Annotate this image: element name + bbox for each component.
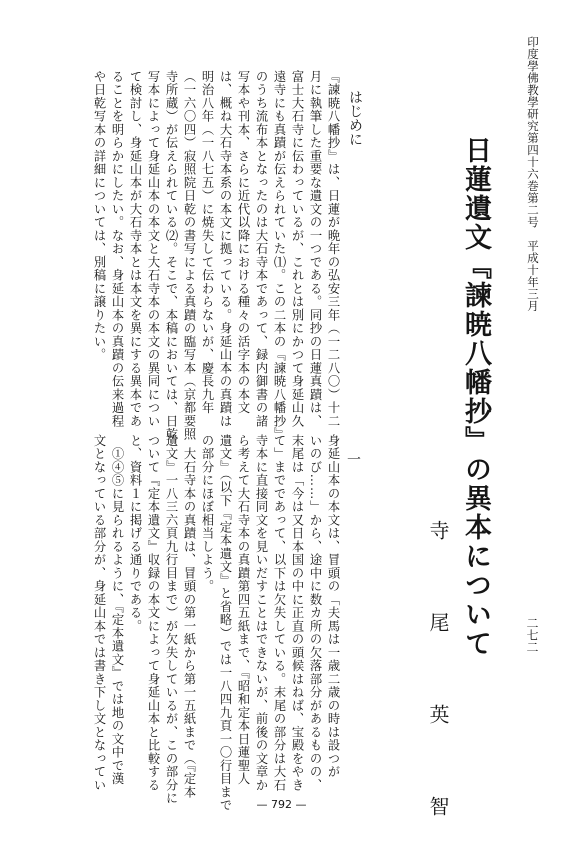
- section1-line: 大石寺本の真蹟は、冒頭の第一紙から第一五紙まで（『定本: [182, 434, 196, 799]
- journal-header: 印度學佛教學研究第四十六巻第二号 平成十年三月: [526, 36, 540, 312]
- section1-line: 身延山本の本文は、冒頭の「夫馬は一歳二歳の時は設つが: [326, 434, 340, 779]
- intro-line: 遠寺にも真蹟が伝えられていた⑴。この二本の『諫暁八幡抄』: [272, 70, 286, 441]
- section1-line: 寺本に直接同文を見いだすことはできないが、前後の文章か: [254, 434, 268, 792]
- section1-line: 遺文』（以下『定本遺文』と省略）では一八四九頁一〇行目まで: [218, 434, 232, 813]
- page-number-kanji: 二七二: [525, 617, 539, 653]
- author-name: 寺 尾 英 智: [426, 520, 450, 842]
- intro-line: 月に執筆した重要な遺文の一つである。同抄の日蓮真蹟は、: [308, 70, 322, 428]
- intro-line: は、概ね大石寺本系の本文に拠っている。身延山本の真蹟は: [218, 70, 232, 428]
- intro-line: て検討し、身延山本が大石寺本とは本文を異にする異本であ: [128, 70, 142, 428]
- section1-line: ついて『定本遺文』収録の本文によって身延山本と比較する: [146, 434, 160, 792]
- intro-line: 富士大石寺に伝わっているが、これとは別にかつて身延山久: [290, 70, 304, 428]
- section1-line: ら考えて大石寺本の真蹟第四五紙まで、『昭和定本日蓮聖人: [236, 434, 250, 786]
- section1-line: 遺文』一八三六頁九行目まで）が欠失しているが、この部分に: [164, 434, 178, 805]
- section-heading-intro: はじめに: [347, 90, 363, 146]
- section1-line: いのび……」から、途中に数カ所の欠落部分があるものの、: [308, 434, 322, 792]
- intro-line: 寺所蔵）が伝えられている⑵。そこで、本稿においては、日乾: [164, 70, 178, 441]
- intro-line: 写本や刊本、さらに近代以降における種々の活字本の本文: [236, 70, 250, 415]
- section1-line: 文となっている部分が、身延山本では書き下し文となってい: [92, 434, 106, 792]
- intro-line: （一六〇四）寂照院日乾の書写による真蹟の臨写本（京都要照: [182, 70, 196, 441]
- intro-line: ることを明らかにしたい。なお、身延山本の真蹟の伝来過程: [110, 70, 124, 428]
- section1-line: 末尾は「今は又日本国の中に正直の頭候はねば、宝殿をやき: [290, 434, 304, 792]
- section1-line: と、資料１に掲げる通りである。: [128, 434, 142, 633]
- intro-line: のうち流布本となったのは大石寺本であって、録内御書の諸: [254, 70, 268, 428]
- section1-line: ①④⑤に見られるように、『定本遺文』では地の文中で漢: [110, 434, 124, 786]
- section1-line: て」までであって、以下は欠失している。末尾の部分は大石: [272, 434, 286, 792]
- intro-line: 『諫暁八幡抄』は、日蓮が晩年の弘安三年（一二八〇）十二: [326, 70, 340, 428]
- section1-line: の部分にほぼ相当しよう。: [200, 434, 214, 593]
- intro-line: や日乾写本の詳細については、別稿に譲りたい。: [92, 70, 106, 362]
- article-title: 日蓮遺文『諫暁八幡抄』の異本について: [460, 136, 491, 658]
- intro-line: 写本によって身延山本の本文と大石寺本の本文の異同につい: [146, 70, 160, 428]
- intro-line: 明治八年（一八七五）に焼失して伝わらないが、慶長九年: [200, 70, 214, 415]
- page-folio: — 792 —: [256, 798, 307, 811]
- section-heading-1: 一: [345, 452, 361, 466]
